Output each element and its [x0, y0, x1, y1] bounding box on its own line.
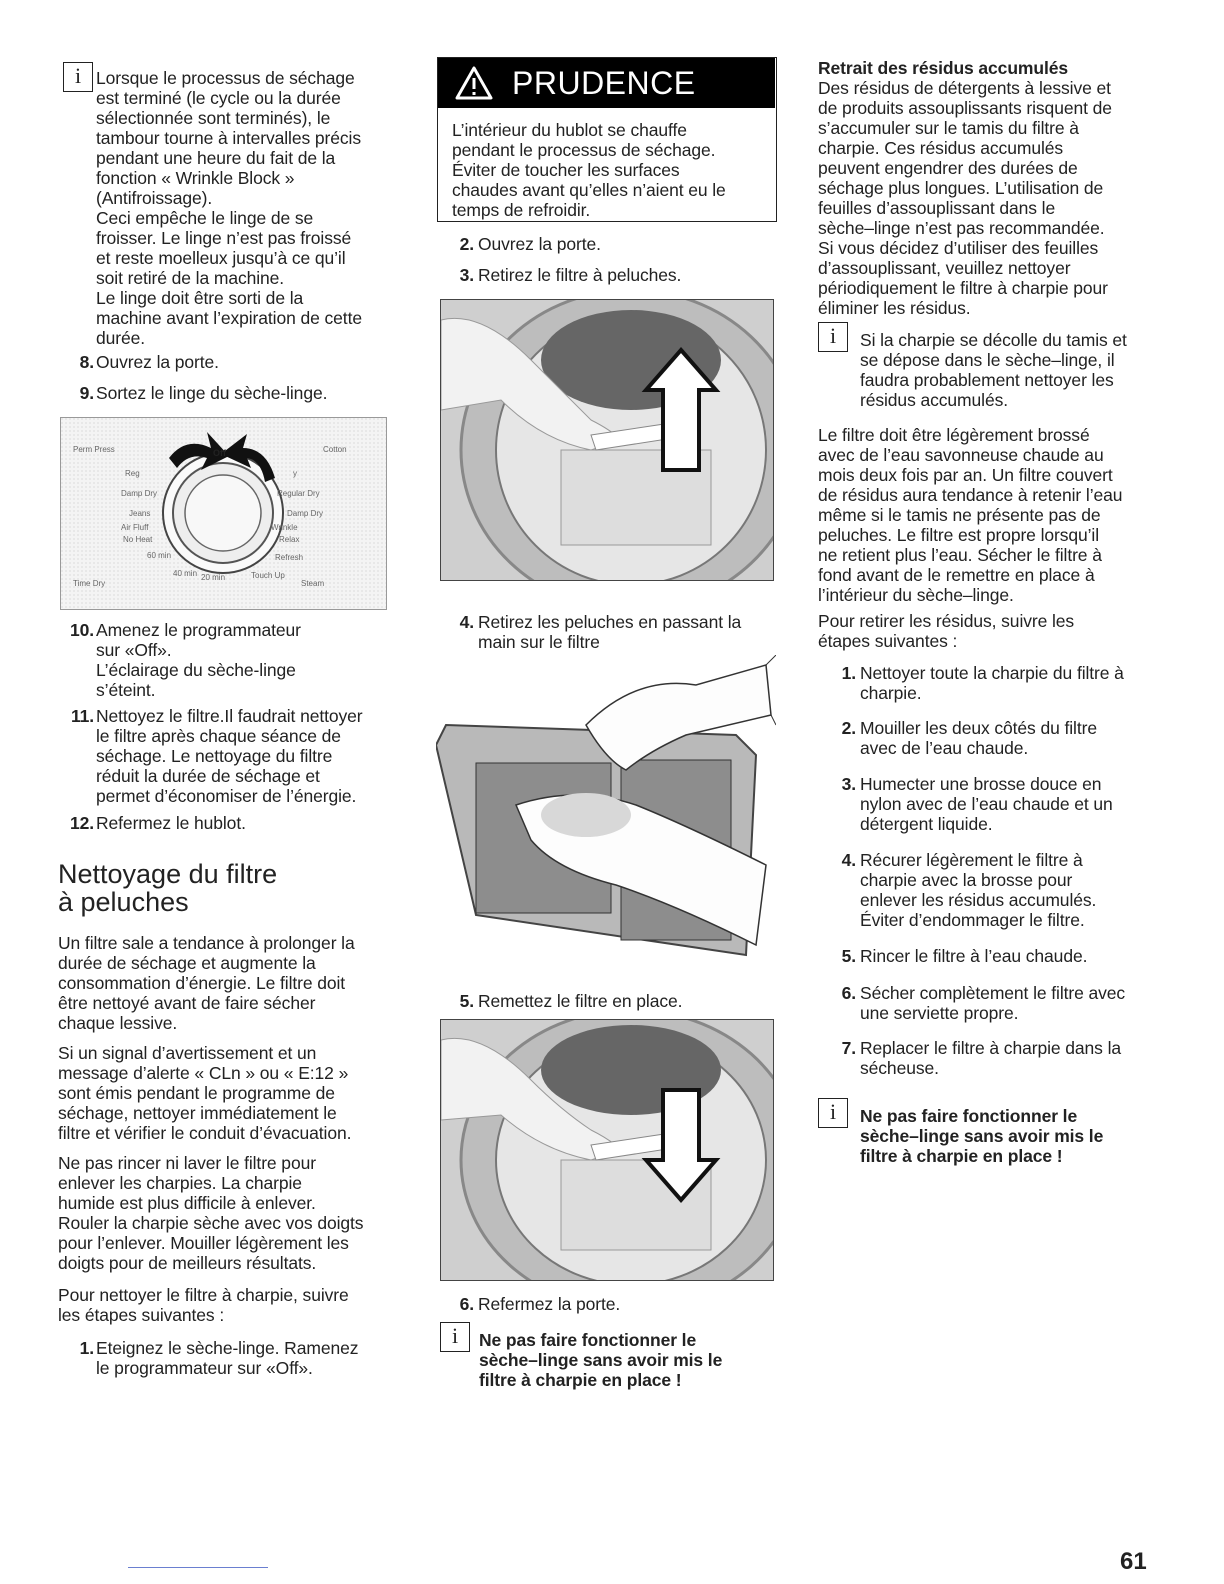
step-number: 6.	[841, 983, 856, 1003]
note-wrinkle-block	[96, 68, 406, 348]
step-text: Sortez le linge du sèche-linge.	[96, 383, 328, 403]
text-line: Si vous décidez d’utiliser des feuilles	[818, 238, 1099, 258]
text-line: et reste moelleux jusqu’à ce qu’il	[96, 248, 346, 268]
paragraph	[818, 425, 1168, 605]
text-line: étapes suivantes :	[818, 631, 958, 651]
dial-label: Perm Press	[73, 445, 115, 454]
info-icon: i	[63, 62, 93, 92]
dial-label: No Heat	[123, 535, 153, 544]
step-number: 11.	[70, 706, 94, 726]
dial-label: Touch Up	[251, 571, 285, 580]
text-line: Ceci empêche le linge de se	[96, 208, 314, 228]
paragraph	[58, 1153, 398, 1273]
text-line: sont émis pendant le programme de	[58, 1083, 335, 1103]
wipe-filter-drawing	[436, 655, 776, 985]
dial-label: Wrinkle	[271, 523, 298, 532]
replace-filter-drawing	[441, 1020, 774, 1281]
paragraph	[58, 1043, 398, 1143]
text-line: Éviter de toucher les surfaces	[452, 160, 680, 180]
text-line: Retirez les peluches en passant la	[478, 612, 742, 632]
info-icon: i	[818, 322, 848, 352]
dial-label: Refresh	[275, 553, 304, 562]
text-line: sur «Off».	[96, 640, 172, 660]
text-line: humide est plus difficile à enlever.	[58, 1193, 316, 1213]
page-number: 61	[1120, 1548, 1147, 1575]
step-text	[860, 718, 1170, 758]
dial-drawing	[61, 418, 387, 610]
text-line: séchage plus longues. L’utilisation de	[818, 178, 1104, 198]
text-line: Pour nettoyer le filtre à charpie, suivre	[58, 1285, 349, 1305]
text-line: mois deux fois par an. Un filtre couvert	[818, 465, 1113, 485]
text-line: est terminé (le cycle ou la durée	[96, 88, 341, 108]
text-line: chaque lessive.	[58, 1013, 178, 1033]
text-line: être nettoyé avant de faire sécher	[58, 993, 316, 1013]
dial-label: Steam	[301, 579, 325, 588]
step-text	[96, 706, 416, 806]
text-line: temps de refroidir.	[452, 200, 591, 220]
text-line: faudra probablement nettoyer les	[860, 370, 1114, 390]
dial-label: Time Dry	[73, 579, 106, 588]
step-text: Refermez le hublot.	[96, 813, 246, 833]
step-number: 4.	[841, 850, 856, 870]
dial-label: Damp Dry	[287, 509, 324, 518]
text-line: doigts pour de meilleurs résultats.	[58, 1253, 317, 1273]
step-number: 9.	[79, 383, 94, 403]
text-line: Mouiller les deux côtés du filtre	[860, 718, 1097, 738]
note-filter-in-place	[479, 1330, 779, 1390]
paragraph	[58, 933, 398, 1033]
text-line: soit retiré de la machine.	[96, 268, 285, 288]
step-text	[96, 620, 416, 700]
warning-text	[452, 120, 772, 220]
section-heading	[58, 860, 398, 916]
text-line: froisser. Le linge n’est pas froissé	[96, 228, 352, 248]
text-line: pendant le processus de séchage.	[452, 140, 716, 160]
text-line: Rouler la charpie sèche avec vos doigts	[58, 1213, 364, 1233]
text-line: périodiquement le filtre à charpie pour	[818, 278, 1108, 298]
text-line: l’intérieur du sèche–linge.	[818, 585, 1014, 605]
text-line: avec de l’eau chaude.	[860, 738, 1029, 758]
text-line: feuilles d’assouplissant dans le	[818, 198, 1056, 218]
text-line: durée de séchage et augmente la	[58, 953, 316, 973]
warning-triangle-icon	[454, 65, 494, 101]
text-line: machine avant l’expiration de cette	[96, 308, 362, 328]
text-line: message d’alerte « CLn » ou « E:12 »	[58, 1063, 349, 1083]
text-line: même si le tamis ne présente pas de	[818, 505, 1101, 525]
step-number: 12.	[69, 813, 94, 833]
text-line: L’éclairage du sèche-linge	[96, 660, 296, 680]
dial-label: Regular Dry	[277, 489, 320, 498]
info-icon: i	[440, 1322, 470, 1352]
text-line: tambour tourne à intervalles précis	[96, 128, 361, 148]
text-line: à peluches	[58, 887, 189, 917]
step-number: 3.	[459, 265, 474, 285]
text-line: sèche–linge n’est pas recommandée.	[818, 218, 1105, 238]
dial-label: Air Fluff	[121, 523, 149, 532]
text-line: séchage, nettoyer immédiatement le	[58, 1103, 337, 1123]
wipe-filter-illustration	[436, 655, 776, 985]
step-text	[96, 1338, 416, 1378]
step-number: 10.	[69, 620, 94, 640]
text-line: nylon avec de l’eau chaude et un	[860, 794, 1113, 814]
dial-label: Damp Dry	[121, 489, 158, 498]
step-text: Remettez le filtre en place.	[478, 991, 683, 1011]
text-line: Récurer légèrement le filtre à	[860, 850, 1083, 870]
step-number: 1.	[79, 1338, 94, 1358]
text-line: pendant une heure du fait de la	[96, 148, 336, 168]
text-line: chaudes avant qu’elles n’aient eu le	[452, 180, 726, 200]
text-line: le programmateur sur «Off».	[96, 1358, 313, 1378]
note-filter-in-place	[860, 1106, 1160, 1166]
text-line: fonction « Wrinkle Block »	[96, 168, 295, 188]
dial-label: 40 min	[173, 569, 198, 578]
text-line: Humecter une brosse douce en	[860, 774, 1102, 794]
text-line: fond avant de le remettre en place à	[818, 565, 1095, 585]
text-line: éliminer les résidus.	[818, 298, 971, 318]
text-line: charpie avec la brosse pour	[860, 870, 1073, 890]
text-line: Eteignez le sèche-linge. Ramenez	[96, 1338, 359, 1358]
text-line: Nettoyez le filtre.Il faudrait nettoyer	[96, 706, 363, 726]
dial-label: Jeans	[129, 509, 151, 518]
dial-label: Cotton	[323, 445, 347, 454]
step-text: Ouvrez la porte.	[478, 234, 601, 254]
text-line: le filtre après chaque séance de	[96, 726, 341, 746]
text-line: Replacer le filtre à charpie dans la	[860, 1038, 1121, 1058]
step-text	[860, 946, 1170, 966]
dial-label: y	[293, 469, 297, 478]
residue-heading: Retrait des résidus accumulés	[818, 58, 1068, 78]
text-line: s’éteint.	[96, 680, 156, 700]
step-number: 7.	[841, 1038, 856, 1058]
step-text	[860, 663, 1170, 703]
step-number: 3.	[841, 774, 856, 794]
text-line: Nettoyage du filtre	[58, 859, 278, 889]
text-line: Ne pas faire fonctionner le	[479, 1330, 697, 1350]
text-line: Éviter d’endommager le filtre.	[860, 910, 1085, 930]
text-line: permet d’économiser de l’énergie.	[96, 786, 357, 806]
text-line: détergent liquide.	[860, 814, 993, 834]
text-line: Ne pas rincer ni laver le filtre pour	[58, 1153, 316, 1173]
info-icon: i	[818, 1098, 848, 1128]
text-line: sélectionnée sont terminés), le	[96, 108, 331, 128]
text-line: Si la charpie se décolle du tamis et	[860, 330, 1127, 350]
dial-label: Reg	[125, 469, 140, 478]
replace-filter-photo	[440, 1019, 774, 1281]
text-line: filtre à charpie en place !	[479, 1370, 682, 1390]
text-line: sèche–linge sans avoir mis le	[860, 1126, 1104, 1146]
text-line: s’accumuler sur le tamis du filtre à	[818, 118, 1079, 138]
dial-label-off: Off	[213, 448, 226, 458]
text-line: sécheuse.	[860, 1058, 939, 1078]
text-line: avec de l’eau savonneuse chaude au	[818, 445, 1104, 465]
text-line: peluches. Le filtre est propre lorsqu’il	[818, 525, 1100, 545]
dial-label: 20 min	[201, 573, 226, 582]
step-text: Refermez la porte.	[478, 1294, 621, 1314]
step-text	[860, 1038, 1170, 1078]
step-text	[478, 612, 778, 652]
step-number: 2.	[841, 718, 856, 738]
text-line: Amenez le programmateur	[96, 620, 301, 640]
text-line: charpie.	[860, 683, 922, 703]
text-line: consommation d’énergie. Le filtre doit	[58, 973, 346, 993]
text-line: charpie. Ces résidus accumulés	[818, 138, 1064, 158]
text-line: main sur le filtre	[478, 632, 600, 652]
text-line: filtre à charpie en place !	[860, 1146, 1063, 1166]
step-number: 8.	[79, 352, 94, 372]
step-number: 6.	[459, 1294, 474, 1314]
text-line: de résidus aura tendance à retenir l’eau	[818, 485, 1123, 505]
paragraph	[818, 78, 1168, 318]
text-line: filtre et vérifier le conduit d’évacuation.	[58, 1123, 352, 1143]
text-line: enlever les résidus accumulés.	[860, 890, 1097, 910]
text-line: séchage. Le nettoyage du filtre	[96, 746, 333, 766]
text-line: L’intérieur du hublot se chauffe	[452, 120, 687, 140]
text-line: Pour retirer les résidus, suivre les	[818, 611, 1075, 631]
text-line: une serviette propre.	[860, 1003, 1019, 1023]
text-line: Sécher complètement le filtre avec	[860, 983, 1126, 1003]
text-line: de produits assouplissants risquent de	[818, 98, 1112, 118]
text-line: Lorsque le processus de séchage	[96, 68, 355, 88]
text-line: sèche–linge sans avoir mis le	[479, 1350, 723, 1370]
text-line: Ne pas faire fonctionner le	[860, 1106, 1078, 1126]
dial-label: 60 min	[147, 551, 172, 560]
note-lint-residue	[860, 330, 1170, 410]
dial-label: Relax	[279, 535, 300, 544]
remove-filter-photo	[440, 299, 774, 581]
text-line: enlever les charpies. La charpie	[58, 1173, 302, 1193]
text-line: résidus accumulés.	[860, 390, 1008, 410]
text-line: durée.	[96, 328, 146, 348]
step-text	[860, 983, 1170, 1023]
step-text	[860, 774, 1170, 834]
remove-filter-drawing	[441, 300, 774, 581]
step-number: 4.	[459, 612, 474, 632]
text-line: Le linge doit être sorti de la	[96, 288, 304, 308]
step-number: 5.	[459, 991, 474, 1011]
step-text: Ouvrez la porte.	[96, 352, 219, 372]
step-number: 5.	[841, 946, 856, 966]
text-line: pour l’enlever. Mouiller légèrement les	[58, 1233, 349, 1253]
text-line: Le filtre doit être légèrement brossé	[818, 425, 1090, 445]
text-line: Nettoyer toute la charpie du filtre à	[860, 663, 1124, 683]
footer-rule	[128, 1567, 268, 1568]
text-line: Rincer le filtre à l’eau chaude.	[860, 946, 1088, 966]
step-text	[860, 850, 1170, 930]
warning-header	[438, 58, 775, 108]
dial-illustration	[60, 417, 387, 610]
text-line: réduit la durée de séchage et	[96, 766, 320, 786]
paragraph	[58, 1285, 398, 1325]
text-line: Si un signal d’avertissement et un	[58, 1043, 317, 1063]
step-text: Retirez le filtre à peluches.	[478, 265, 682, 285]
text-line: les étapes suivantes :	[58, 1305, 225, 1325]
text-line: se dépose dans le sèche–linge, il	[860, 350, 1115, 370]
text-line: Des résidus de détergents à lessive et	[818, 78, 1111, 98]
paragraph	[818, 611, 1168, 651]
text-line: peuvent engendrer des durées de	[818, 158, 1078, 178]
warning-title: PRUDENCE	[512, 65, 696, 101]
text-line: Un filtre sale a tendance à prolonger la	[58, 933, 355, 953]
warning-box	[437, 57, 777, 222]
text-line: ne retient plus l’eau. Sécher le filtre à	[818, 545, 1102, 565]
step-number: 2.	[459, 234, 474, 254]
text-line: (Antifroissage).	[96, 188, 213, 208]
text-line: d’assouplissant, veuillez nettoyer	[818, 258, 1071, 278]
step-number: 1.	[841, 663, 856, 683]
